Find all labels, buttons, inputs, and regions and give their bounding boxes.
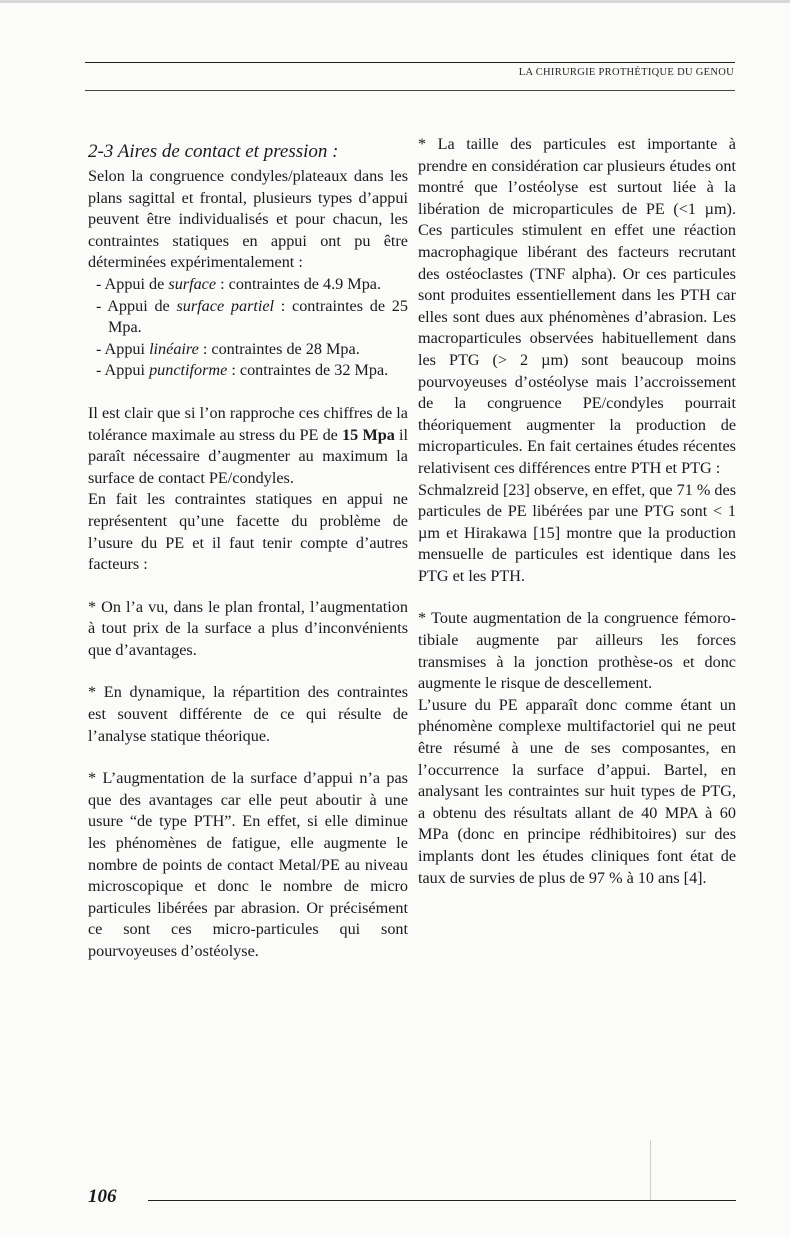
paragraph-tolerance xyxy=(88,403,408,489)
intro-paragraph: Selon la congruence condyles/plateaux dans les plans sagittal et frontal, plusieurs types d’appui peuvent être individualisés et pour chacun, les contraintes statiques en appui ont pu être déterminées expérimentalement : xyxy=(88,167,408,272)
bullet-rest: : contraintes de 25 Mpa. xyxy=(108,296,408,337)
header-rule xyxy=(85,62,735,63)
bullet-rest: : contraintes de 28 Mpa. xyxy=(198,339,360,358)
section-title: 2-3 Aires de contact et pression : xyxy=(88,141,339,162)
text-run: Il est clair que si l’on rapproche ces chiffres de la tolérance maximale au stress du PE de xyxy=(88,403,408,444)
bullet-term: punctiforme xyxy=(149,361,228,380)
right-column xyxy=(418,134,736,889)
bullet-item xyxy=(96,339,408,361)
bold-value: 15 Mpa xyxy=(342,425,395,444)
paragraph-frontal-plane: * On l’a vu, dans le plan frontal, l’augmentation à tout prix de la surface a plus d’inconvénients que d’avantages. xyxy=(88,597,408,659)
bullet-prefix: - Appui de xyxy=(96,296,177,315)
bullet-list xyxy=(88,274,408,382)
footer-rule xyxy=(148,1200,736,1201)
bullet-prefix: - Appui xyxy=(96,339,150,358)
paragraph-static-contraints: En fait les contraintes statiques en appui ne représentent qu’une facette du problème de l’usure du PE et il faut tenir compte d’autres facteurs : xyxy=(88,490,408,574)
bullet-term: surface xyxy=(168,274,217,293)
paragraph-dynamic: * En dynamique, la répartition des contraintes est souvent différente de ce qui résulte de l’analyse statique théorique. xyxy=(88,683,408,745)
header-rule-lower xyxy=(85,90,735,91)
bullet-term: linéaire xyxy=(149,339,199,358)
bullet-item xyxy=(96,296,408,339)
scan-edge xyxy=(0,0,790,3)
paragraph-particle-size: * La taille des particules est importante à prendre en considération car plusieurs études ont montré que l’ostéolyse est surtout liée à la libération de microparticules de PE (<1 µm). Ces particules stimulent en effet une réaction macrophagique libérant des facteurs recrutant des ostéoclastes (TNF alpha). Or ces particules sont produites essentiellement dans les PTH car elles sont dues aux phénomènes d’abrasion. Les macroparticules observées habituellement dans les PTG (> 2 µm) sont beaucoup moins pourvoyeuses d’ostéolyse mais l’accroissement de la congruence PE/condyles pourrait théoriquement augmenter la production de microparticules. En fait certaines études récentes relativisent ces différences entre PTH et PTG : xyxy=(418,135,736,477)
bullet-prefix: - Appui xyxy=(96,361,150,380)
bullet-term: surface partiel xyxy=(176,296,275,315)
paragraph-congruence: * Toute augmentation de la congruence fémoro-tibiale augmente par ailleurs les forces transmises à la jonction prothèse-os et donc augmente le risque de descellement. xyxy=(418,609,736,693)
paragraph-pe-wear: L’usure du PE apparaît donc comme étant un phénomène complexe multifactoriel qui ne peut être résumé à une de ses composantes, en l’occurrence la surface d’appui. Bartel, en analysant les contraintes sur huit types de PTG, a obtenu des résultats allant de 40 MPA à 60 MPa (donc en principe rédhibitoires) sur des implants dont les études cliniques font état de taux de survies de plus de 97 % à 10 ans [4]. xyxy=(418,695,736,887)
paragraph-schmalzreid: Schmalzreid [23] observe, en effet, que 71 % des particules de PE libérées par une PTG sont < 1 µm et Hirakawa [15] montre que la production mensuelle de particules est identique dans les PTG et les PTH. xyxy=(418,480,736,585)
bullet-item xyxy=(96,274,408,296)
bullet-item xyxy=(96,360,408,382)
page-number: 106 xyxy=(88,1186,117,1207)
paragraph-surface-increase: * L’augmentation de la surface d’appui n’a pas que des avantages car elle peut aboutir à une usure “de type PTH”. En effet, si elle diminue les phénomènes de fatigue, elle augmente le nombre de points de contact Metal/PE au niveau microscopique et donc le nombre de micro particules libérées par abrasion. Or précisément ce sont ces micro-particules qui sont pourvoyeuses d’ostéolyse. xyxy=(88,769,408,960)
scan-artifact xyxy=(650,1140,651,1200)
left-column xyxy=(88,134,408,963)
running-head: LA CHIRURGIE PROTHÉTIQUE DU GENOU xyxy=(518,67,734,78)
bullet-prefix: - Appui de xyxy=(96,274,169,293)
text-run: il paraît nécessaire d’augmenter au maximum la surface de contact PE/condyles. xyxy=(88,425,408,487)
bullet-rest: : contraintes de 32 Mpa. xyxy=(227,361,389,380)
bullet-rest: : contraintes de 4.9 Mpa. xyxy=(216,274,382,293)
